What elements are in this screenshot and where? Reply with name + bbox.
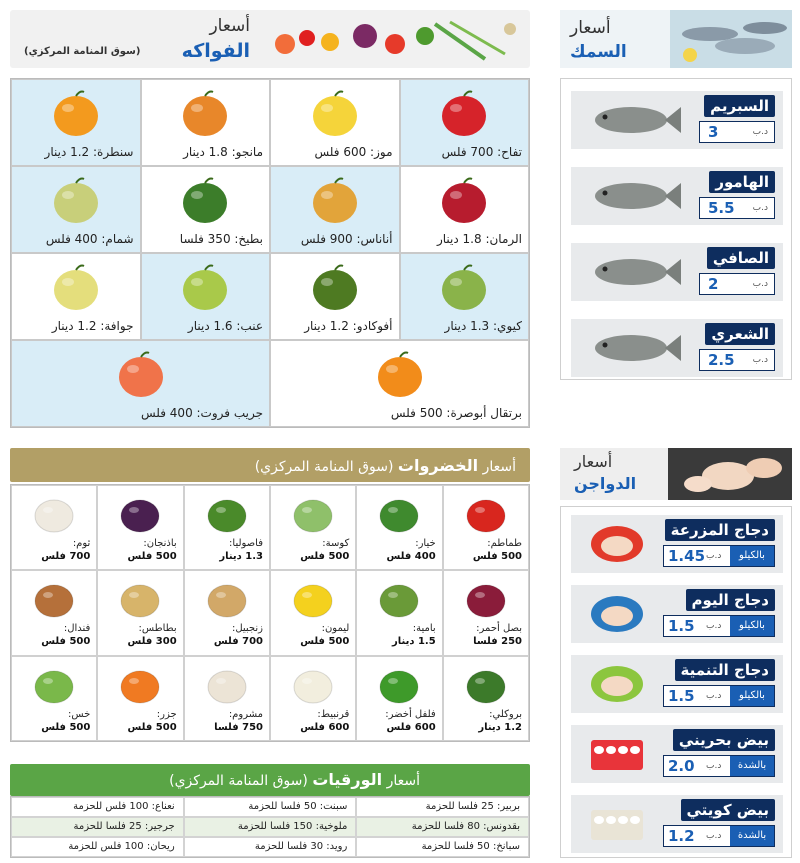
- fish-price-box: [699, 197, 775, 219]
- zucchini-icon: [288, 492, 338, 536]
- mango-icon: [177, 88, 233, 140]
- poultry-item: [571, 585, 783, 643]
- fish-header-prefix: أسعار: [570, 18, 611, 38]
- fruit-price-label: أفوكادو: 1.2 دينار: [304, 319, 393, 333]
- cucumber-icon: [374, 492, 424, 536]
- vegetable-item: [356, 656, 442, 741]
- fruit-header-title: الفواكه: [181, 40, 250, 62]
- fish-price-box: [699, 121, 775, 143]
- vegetable-name: خس:: [68, 708, 91, 720]
- poultry-price-box: [663, 755, 775, 777]
- vegetable-item: [97, 656, 183, 741]
- guava-icon: [48, 262, 104, 314]
- leafy-item: سبنت: 50 فلسا للحزمة: [184, 797, 357, 817]
- vegetable-name: مشروم:: [228, 708, 263, 720]
- fish-name: السبريم: [704, 95, 775, 117]
- fruit-item: [11, 79, 141, 166]
- fruit-price-label: سنطرة: 1.2 دينار: [44, 145, 134, 159]
- fish-name: الصافي: [707, 247, 775, 269]
- fruit-price-label: موز: 600 فلس: [314, 145, 393, 159]
- mushroom-icon: [202, 663, 252, 707]
- pineapple-icon: [307, 175, 363, 227]
- fruit-header-market: (سوق المنامة المركزي): [24, 46, 141, 57]
- fish-prices-header: [560, 10, 792, 68]
- vegetable-name: فاصوليا:: [229, 538, 263, 549]
- garlic-icon: [29, 492, 79, 536]
- vegetable-item: [356, 570, 442, 655]
- vegetable-name: قرنبيط:: [317, 708, 350, 720]
- fruit-price-label: تفاح: 700 فلس: [441, 145, 522, 159]
- carrot-icon: [115, 663, 165, 707]
- poultry-item: [571, 655, 783, 713]
- vegetable-price: 1.2 دينار: [478, 721, 522, 733]
- vegetable-item: [11, 656, 97, 741]
- tomato-icon: [461, 492, 511, 536]
- fruit-price-label: جريب فروت: 400 فلس: [140, 406, 263, 420]
- vegetable-item: [356, 485, 442, 570]
- vegetable-item: [97, 485, 183, 570]
- sweet-potato-icon: [29, 577, 79, 621]
- eggplant-icon: [115, 492, 165, 536]
- fruit-item: [400, 253, 530, 340]
- vegetable-name: باذنجان:: [143, 538, 177, 549]
- unit-label: بالشدة: [730, 756, 774, 776]
- leafy-header-prefix: أسعار: [386, 773, 420, 789]
- fruit-item: [400, 79, 530, 166]
- poultry-price-value: 1.5: [668, 617, 695, 635]
- poultry-name: دجاج التنمية: [675, 659, 775, 681]
- vegetable-price: 600 فلس: [386, 721, 436, 733]
- chicken-package-icon: [587, 660, 647, 708]
- vegetable-header-title: الخضروات: [397, 456, 479, 475]
- avocado-icon: [307, 262, 363, 314]
- fruit-item: [11, 340, 270, 427]
- fish-price-box: [699, 349, 775, 371]
- leafy-item: ريحان: 100 فلس للحزمة: [11, 837, 184, 857]
- fish-price-value: 3: [708, 123, 719, 141]
- vegetable-price: 500 فلس: [41, 721, 91, 733]
- fish-header-title: السمك: [570, 42, 627, 62]
- fish-item: [571, 91, 783, 149]
- fruit-price-label: الرمان: 1.8 دينار: [436, 232, 522, 246]
- leafy-prices-header: [10, 764, 530, 796]
- fruit-price-grid: [10, 78, 530, 428]
- egg-tray-icon: [587, 730, 647, 778]
- poultry-price-value: 2.0: [668, 757, 695, 775]
- poultry-price-value: 1.5: [668, 687, 695, 705]
- fruit-header-prefix: أسعار: [209, 16, 250, 36]
- vegetable-price: 500 فلس: [41, 636, 91, 648]
- potato-icon: [115, 577, 165, 621]
- leafy-item: ملوخية: 150 فلسا للحزمة: [184, 817, 357, 837]
- vegetable-name: بصل أحمر:: [476, 623, 522, 635]
- poultry-price-box: [663, 615, 775, 637]
- leafy-header-title: الورقيات: [312, 770, 383, 789]
- vegetable-price: 700 فلس: [41, 551, 91, 562]
- vegetable-name: خيار:: [415, 538, 436, 549]
- unit-label: بالكيلو: [730, 616, 774, 636]
- pomegranate-icon: [436, 175, 492, 227]
- fruit-price-label: بطيخ: 350 فلسا: [179, 232, 263, 246]
- vegetable-name: بروكلي:: [489, 708, 522, 720]
- vegetable-item: [184, 570, 270, 655]
- currency-label: د.ب: [752, 355, 768, 365]
- leafy-price-table: [10, 796, 530, 858]
- vegetable-name: زنجبيل:: [231, 623, 263, 635]
- fruit-price-label: كيوي: 1.3 دينار: [444, 319, 522, 333]
- vegetable-item: [443, 570, 529, 655]
- red-onion-icon: [461, 577, 511, 621]
- fruit-price-label: جوافة: 1.2 دينار: [51, 319, 134, 333]
- leafy-header-market: (سوق المنامة المركزي): [169, 773, 308, 789]
- fish-price-list: [560, 78, 792, 380]
- poultry-item: [571, 725, 783, 783]
- rabbitfish-icon: [585, 249, 681, 295]
- vegetable-name: ليمون:: [321, 623, 350, 635]
- chicken-package-icon: [587, 590, 647, 638]
- poultry-price-list: [560, 506, 792, 858]
- vegetable-price: 600 فلس: [300, 721, 350, 733]
- currency-label: د.ب: [752, 127, 768, 137]
- vegetable-price: 1.3 دينار: [219, 551, 263, 562]
- okra-icon: [374, 577, 424, 621]
- vegetable-price: 300 فلس: [127, 636, 177, 648]
- chicken-package-icon: [587, 520, 647, 568]
- poultry-price-value: 1.2: [668, 827, 695, 845]
- vegetable-price: 500 فلس: [300, 636, 350, 648]
- poultry-name: بيض كويتي: [681, 799, 776, 821]
- fruit-price-label: أناناس: 900 فلس: [300, 232, 393, 246]
- poultry-name: دجاج المزرعة: [665, 519, 775, 541]
- vegetable-price: 400 فلس: [386, 551, 436, 562]
- fish-name: الهامور: [709, 171, 775, 193]
- currency-label: د.ب: [752, 203, 768, 213]
- lemon-icon: [288, 577, 338, 621]
- unit-label: بالكيلو: [730, 686, 774, 706]
- fruit-price-label: مانجو: 1.8 دينار: [183, 145, 263, 159]
- fruit-prices-header: [10, 10, 530, 68]
- vegetable-item: [270, 570, 356, 655]
- fish-price-value: 2.5: [708, 351, 735, 369]
- leafy-item: سبانخ: 50 فلسا للحزمة: [356, 837, 529, 857]
- currency-label: د.ب: [706, 831, 722, 841]
- fruit-item: [141, 166, 271, 253]
- vegetable-price: 500 فلس: [300, 551, 350, 562]
- ginger-icon: [202, 577, 252, 621]
- green-pepper-icon: [374, 663, 424, 707]
- tangerine-icon: [48, 88, 104, 140]
- fish-item: [571, 243, 783, 301]
- vegetable-price: 700 فلس: [213, 636, 263, 648]
- emperor-fish-icon: [585, 325, 681, 371]
- vegetable-item: [184, 485, 270, 570]
- vegetable-name: جزر:: [156, 708, 177, 720]
- vegetable-item: [184, 656, 270, 741]
- leafy-item: رويد: 30 فلسا للحزمة: [184, 837, 357, 857]
- poultry-price-value: 1.45: [668, 547, 706, 565]
- vegetable-price-grid: [10, 484, 530, 742]
- poultry-price-box: [663, 685, 775, 707]
- vegetable-name: فلفل أخضر:: [385, 708, 436, 720]
- leafy-item: جرجير: 25 فلسا للحزمة: [11, 817, 184, 837]
- poultry-prices-header: [560, 448, 792, 500]
- vegetable-item: [270, 656, 356, 741]
- fruit-price-label: عنب: 1.6 دينار: [187, 319, 263, 333]
- melon-icon: [48, 175, 104, 227]
- vegetable-price: 750 فلسا: [214, 721, 263, 733]
- kiwi-icon: [436, 262, 492, 314]
- vegetable-header-market: (سوق المنامة المركزي): [254, 459, 394, 475]
- unit-label: بالشدة: [730, 826, 774, 846]
- poultry-item: [571, 515, 783, 573]
- vegetable-name: بامية:: [412, 623, 436, 635]
- fruit-item: [270, 253, 400, 340]
- egg-tray-icon: [587, 800, 647, 848]
- grapes-icon: [177, 262, 233, 314]
- vegetable-item: [270, 485, 356, 570]
- fish-item: [571, 167, 783, 225]
- watermelon-icon: [177, 175, 233, 227]
- orange-icon: [372, 349, 428, 401]
- vegetable-item: [11, 570, 97, 655]
- leafy-item: نعناع: 100 فلس للحزمة: [11, 797, 184, 817]
- broccoli-icon: [461, 663, 511, 707]
- fruit-item: [400, 166, 530, 253]
- vegetable-price: 500 فلس: [127, 551, 177, 562]
- poultry-item: [571, 795, 783, 853]
- fish-item: [571, 319, 783, 377]
- currency-label: د.ب: [706, 761, 722, 771]
- cauliflower-icon: [288, 663, 338, 707]
- grouper-icon: [585, 173, 681, 219]
- vegetable-price: 500 فلس: [472, 551, 522, 562]
- vegetable-name: ثوم:: [72, 538, 91, 549]
- unit-label: بالكيلو: [730, 546, 774, 566]
- vegetable-price: 250 فلسا: [473, 636, 522, 648]
- vegetable-name: بطاطس:: [138, 623, 177, 635]
- fruit-price-label: برتقال أبوصرة: 500 فلس: [390, 406, 522, 420]
- fruit-price-label: شمام: 400 فلس: [45, 232, 134, 246]
- apple-icon: [436, 88, 492, 140]
- poultry-name: دجاج اليوم: [686, 589, 775, 611]
- fruit-item: [270, 79, 400, 166]
- leafy-item: بربير: 25 فلسا للحزمة: [356, 797, 529, 817]
- fruit-item: [141, 253, 271, 340]
- vegetable-price: 1.5 دينار: [391, 636, 436, 648]
- currency-label: د.ب: [752, 279, 768, 289]
- vegetable-item: [11, 485, 97, 570]
- poultry-name: بيض بحريني: [673, 729, 775, 751]
- fish-price-value: 2: [708, 275, 719, 293]
- fruit-item: [141, 79, 271, 166]
- leafy-item: بقدونس: 80 فلسا للحزمة: [356, 817, 529, 837]
- grapefruit-icon: [113, 349, 169, 401]
- vegetable-name: فندال:: [63, 623, 91, 635]
- poultry-header-title: الدواجن: [574, 474, 637, 493]
- fish-price-box: [699, 273, 775, 295]
- fruit-item: [270, 166, 400, 253]
- green-beans-icon: [202, 492, 252, 536]
- fruit-banner-icon: [255, 14, 525, 64]
- banana-icon: [307, 88, 363, 140]
- vegetable-name: كوسة:: [322, 538, 350, 549]
- currency-label: د.ب: [706, 621, 722, 631]
- poultry-price-box: [663, 545, 775, 567]
- fish-price-value: 5.5: [708, 199, 735, 217]
- poultry-price-box: [663, 825, 775, 847]
- vegetable-item: [443, 656, 529, 741]
- currency-label: د.ب: [706, 551, 722, 561]
- currency-label: د.ب: [706, 691, 722, 701]
- poultry-header-prefix: أسعار: [574, 452, 613, 471]
- fish-banner-icon: [670, 10, 792, 68]
- vegetable-price: 500 فلس: [127, 721, 177, 733]
- fruit-item: [11, 253, 141, 340]
- lettuce-icon: [29, 663, 79, 707]
- vegetable-item: [443, 485, 529, 570]
- poultry-banner-icon: [668, 448, 792, 500]
- fish-name: الشعري: [705, 323, 775, 345]
- vegetable-prices-header: [10, 448, 530, 482]
- vegetable-item: [97, 570, 183, 655]
- fruit-item: [270, 340, 529, 427]
- sea-bream-icon: [585, 97, 681, 143]
- vegetable-header-prefix: أسعار: [482, 459, 516, 475]
- vegetable-name: طماطم:: [487, 538, 522, 549]
- fruit-item: [11, 166, 141, 253]
